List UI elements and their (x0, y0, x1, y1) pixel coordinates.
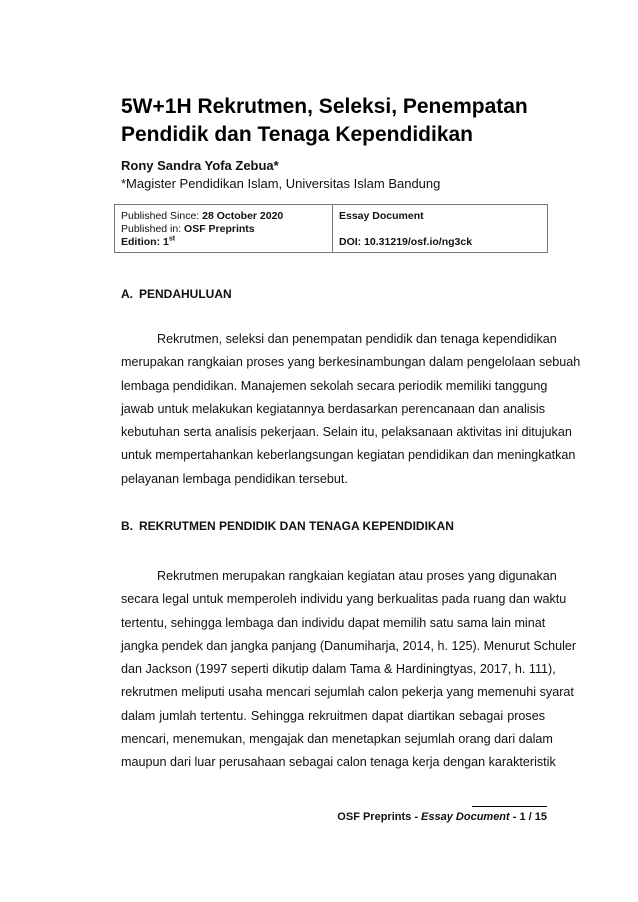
title-line-2: Pendidik dan Tenaga Kependidikan (121, 123, 474, 146)
title-line-1: 5W+1H Rekrutmen, Seleksi, Penempatan (121, 95, 528, 118)
paragraph-line: mencari, menemukan, mengajak dan menetapkan sejumlah orang dari dalam (121, 732, 553, 747)
paragraph-line: jawab untuk melakukan kegiatannya berdasarkan perencanaan dan analisis (121, 401, 545, 416)
author-name: Rony Sandra Yofa Zebua* (121, 158, 279, 173)
paragraph-line: Rekrutmen merupakan rangkaian kegiatan atau proses yang digunakan (157, 569, 557, 583)
footer-divider (472, 806, 547, 807)
paragraph-line: maupun dari luar perusahaan sebagai calon tenaga kerja dengan karakteristik (121, 755, 556, 770)
publication-details (115, 205, 333, 252)
publication-info-box (114, 204, 548, 253)
paragraph-line: pelayanan lembaga pendidikan tersebut. (121, 471, 348, 486)
document-type: Essay Document (339, 210, 424, 222)
section-heading-a: A. PENDAHULUAN (121, 287, 232, 301)
paragraph-line: dan Jackson (1997 seperti dikutip dalam Tama & Hardiningtyas, 2017, h. 111), (121, 662, 556, 677)
paragraph-line: jangka pendek dan jangka panjang (Danumiharja, 2014, h. 125). Menurut Schuler (121, 638, 577, 653)
document-type-details (333, 205, 547, 252)
page-number: - 1 / 15 (509, 811, 547, 823)
section-b-paragraph (121, 565, 577, 775)
page-footer: OSF Preprints - Essay Document - 1 / 15 (337, 811, 547, 823)
published-since: Published Since: 28 October 2020 (121, 210, 284, 222)
paragraph-line: Rekrutmen, seleksi dan penempatan pendidik dan tenaga kependidikan (157, 332, 557, 346)
section-a-paragraph (121, 328, 581, 491)
edition: Edition: 1st (121, 235, 176, 248)
paragraph-line: secara legal untuk memperoleh individu yang berkualitas pada ruang dan waktu (121, 592, 567, 607)
paragraph-line: untuk mempertahankan keberlangsungan kegiatan pendidikan dan meningkatkan (121, 448, 576, 463)
paragraph-line: kebutuhan serta analisis pekerjaan. Selain itu, pelaksanaan aktivitas ini ditujukan (121, 425, 572, 440)
section-heading-b: B. REKRUTMEN PENDIDIK DAN TENAGA KEPENDIDIKAN (121, 519, 454, 533)
author-affiliation: *Magister Pendidikan Islam, Universitas Islam Bandung (121, 176, 441, 191)
paragraph-line: rekrutmen meliputi usaha mencari sejumlah calon pekerja yang memenuhi syarat (121, 685, 574, 700)
paragraph-line: lembaga pendidikan. Manajemen sekolah secara periodik memiliki tanggung (121, 378, 548, 393)
paragraph-line: dalam jumlah tertentu. Sehingga rekruitmen dapat diartikan sebagai proses (121, 708, 545, 723)
doi-link[interactable]: DOI: 10.31219/osf.io/ng3ck (339, 236, 473, 248)
document-title (121, 93, 541, 149)
paragraph-line: merupakan rangkaian proses yang berkesinambungan dalam pengelolaan sebuah (121, 355, 581, 370)
published-in: Published in: OSF Preprints (121, 223, 255, 235)
paragraph-line: tertentu, sehingga lembaga dan individu dapat memilih satu sama lain minat (121, 615, 546, 630)
